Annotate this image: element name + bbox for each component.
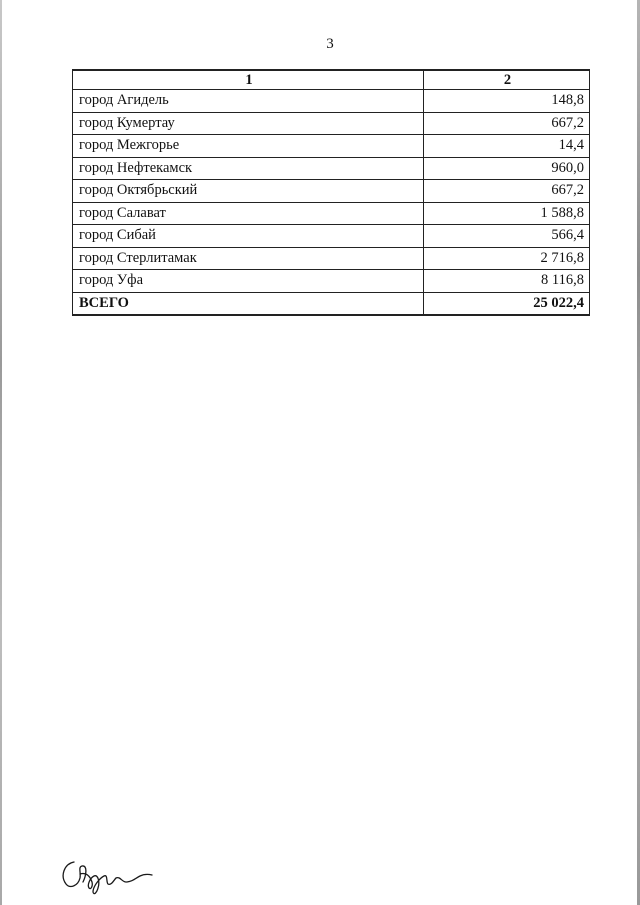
row-name: город Стерлитамак <box>73 247 424 270</box>
row-value: 1 588,8 <box>424 202 590 225</box>
table-header-row <box>73 70 590 90</box>
data-table <box>72 69 590 316</box>
row-name: город Салават <box>73 202 424 225</box>
table-row <box>73 157 590 180</box>
row-name: город Сибай <box>73 225 424 248</box>
row-name: город Кумертау <box>73 112 424 135</box>
table-row <box>73 270 590 293</box>
row-name: город Нефтекамск <box>73 157 424 180</box>
table-row <box>73 225 590 248</box>
row-value: 148,8 <box>424 90 590 113</box>
row-value: 960,0 <box>424 157 590 180</box>
row-value: 8 116,8 <box>424 270 590 293</box>
table-row <box>73 247 590 270</box>
signature-icon <box>56 852 156 898</box>
row-value: 667,2 <box>424 112 590 135</box>
total-value: 25 022,4 <box>424 292 590 315</box>
total-label: ВСЕГО <box>73 292 424 315</box>
row-value: 14,4 <box>424 135 590 158</box>
row-name: город Агидель <box>73 90 424 113</box>
row-name: город Межгорье <box>73 135 424 158</box>
row-name: город Октябрьский <box>73 180 424 203</box>
table-row <box>73 202 590 225</box>
table-row <box>73 112 590 135</box>
page-number: 3 <box>326 36 334 52</box>
table-row <box>73 135 590 158</box>
table-row <box>73 180 590 203</box>
column-header-2: 2 <box>424 70 590 90</box>
column-header-1: 1 <box>73 70 424 90</box>
table-total-row <box>73 292 590 315</box>
row-value: 667,2 <box>424 180 590 203</box>
row-value: 2 716,8 <box>424 247 590 270</box>
row-value: 566,4 <box>424 225 590 248</box>
scan-edge-left <box>0 0 2 905</box>
row-name: город Уфа <box>73 270 424 293</box>
table-row <box>73 90 590 113</box>
